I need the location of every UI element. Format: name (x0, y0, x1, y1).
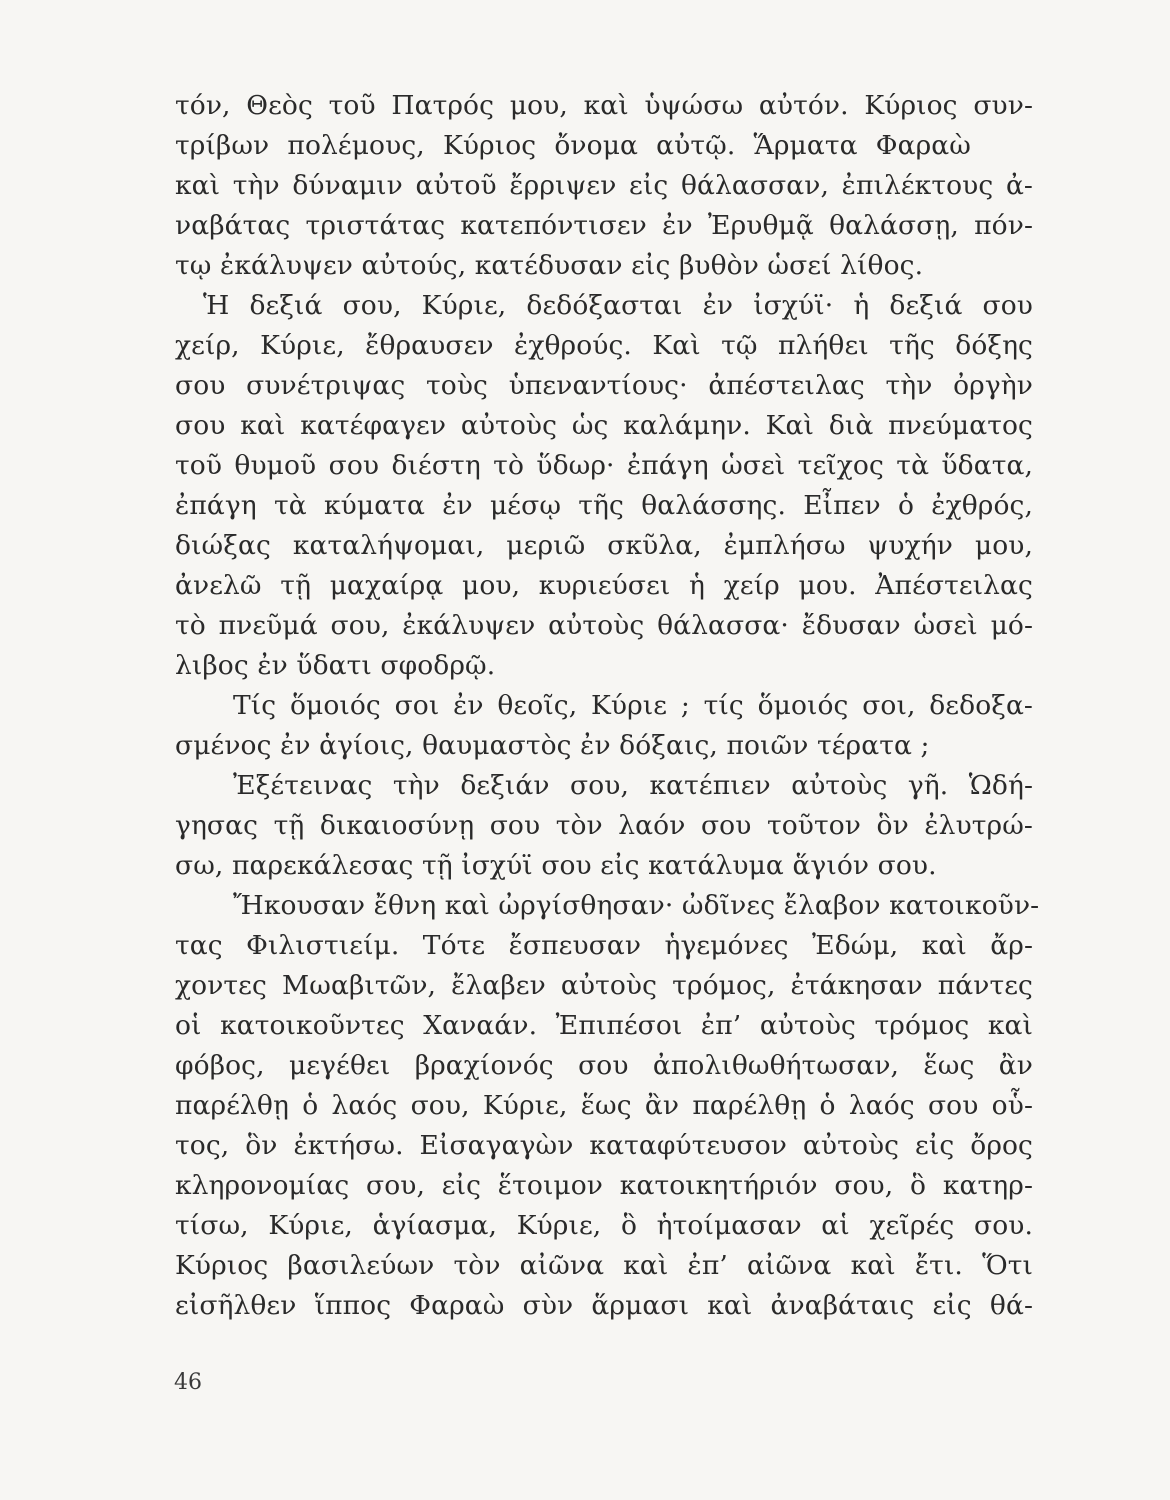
text-line: λιβος ἐν ὕδατι σφοδρῷ. (175, 650, 496, 681)
text-line: τοῦ θυμοῦ σου διέστη τὸ ὕδωρ· ἐπάγη ὡσεὶ τεῖχος τὰ ὕδατα, (175, 450, 1033, 481)
text-line: οἱ κατοικοῦντες Χαναάν. Ἐπιπέσοι ἐπ’ αὐτοὺς τρόμος καὶ (175, 1010, 1033, 1041)
text-line: σου καὶ κατέφαγεν αὐτοὺς ὡς καλάμην. Καὶ διὰ πνεύματος (175, 410, 1033, 441)
page-number: 46 (174, 1370, 202, 1395)
text-line: χοντες Μωαβιτῶν, ἔλαβεν αὐτοὺς τρόμος, ἐτάκησαν πάντες (175, 970, 1033, 1001)
text-line: τίσω, Κύριε, ἁγίασμα, Κύριε, ὃ ἡτοίμασαν αἱ χεῖρές σου. (175, 1210, 1033, 1241)
text-line: τὸ πνεῦμά σου, ἐκάλυψεν αὐτοὺς θάλασσα· ἔδυσαν ὡσεὶ μό- (175, 610, 1033, 641)
text-line: Ἤκουσαν ἔθνη καὶ ὠργίσθησαν· ὠδῖνες ἔλαβον κατοικοῦν- (233, 890, 1040, 921)
text-line: φόβος, μεγέθει βραχίονός σου ἀπολιθωθήτωσαν, ἕως ἂν (175, 1050, 1033, 1081)
text-line: Κύριος βασιλεύων τὸν αἰῶνα καὶ ἐπ’ αἰῶνα καὶ ἔτι. Ὅτι (175, 1250, 1033, 1281)
text-line: τος, ὃν ἐκτήσω. Εἰσαγαγὼν καταφύτευσον αὐτοὺς εἰς ὄρος (175, 1130, 1033, 1161)
text-line: ἐπάγη τὰ κύματα ἐν μέσῳ τῆς θαλάσσης. Εἶπεν ὁ ἐχθρός, (175, 490, 1033, 521)
text-line: σου συνέτριψας τοὺς ὑπεναντίους· ἀπέστειλας τὴν ὀργὴν (175, 370, 1033, 401)
text-line: ἀνελῶ τῇ μαχαίρᾳ μου, κυριεύσει ἡ χείρ μου. Ἀπέστειλας (175, 570, 1033, 601)
text-line: χείρ, Κύριε, ἔθραυσεν ἐχθρούς. Καὶ τῷ πλήθει τῆς δόξης (175, 330, 1033, 361)
text-line: σω, παρεκάλεσας τῇ ἰσχύϊ σου εἰς κατάλυμα ἅγιόν σου. (175, 850, 937, 881)
text-line: τῳ ἐκάλυψεν αὐτούς, κατέδυσαν εἰς βυθὸν ὡσεί λίθος. (175, 250, 924, 281)
text-line: τρίβων πολέμους, Κύριος ὄνομα αὐτῷ. Ἅρματα Φαραὼ (175, 130, 971, 161)
text-line: γησας τῇ δικαιοσύνῃ σου τὸν λαόν σου τοῦτον ὃν ἐλυτρώ- (175, 810, 1033, 841)
text-line: Τίς ὅμοιός σοι ἐν θεοῖς, Κύριε ; τίς ὅμοιός σοι, δεδοξα- (233, 690, 1033, 721)
text-line: τόν, Θεὸς τοῦ Πατρός μου, καὶ ὑψώσω αὐτόν. Κύριος συν- (175, 90, 1033, 121)
text-line: τας Φιλιστιείμ. Τότε ἔσπευσαν ἡγεμόνες Ἐδώμ, καὶ ἄρ- (175, 930, 1033, 961)
text-line: Ἡ δεξιά σου, Κύριε, δεδόξασται ἐν ἰσχύϊ· ἡ δεξιά σου (203, 290, 1033, 321)
text-line: παρέλθῃ ὁ λαός σου, Κύριε, ἕως ἂν παρέλθῃ ὁ λαός σου οὗ- (175, 1090, 1033, 1121)
text-line: εἰσῆλθεν ἵππος Φαραὼ σὺν ἅρμασι καὶ ἀναβάταις εἰς θά- (175, 1290, 1033, 1321)
text-line: ναβάτας τριστάτας κατεπόντισεν ἐν Ἐρυθμᾷ θαλάσσῃ, πόν- (175, 210, 1033, 241)
text-line: καὶ τὴν δύναμιν αὐτοῦ ἔρριψεν εἰς θάλασσαν, ἐπιλέκτους ἀ- (175, 170, 1033, 201)
text-line: Ἐξέτεινας τὴν δεξιάν σου, κατέπιεν αὐτοὺς γῆ. Ὡδή- (233, 770, 1033, 801)
text-line: σμένος ἐν ἁγίοις, θαυμαστὸς ἐν δόξαις, ποιῶν τέρατα ; (175, 730, 930, 761)
text-line: κληρονομίας σου, εἰς ἕτοιμον κατοικητήριόν σου, ὃ κατηρ- (175, 1170, 1033, 1201)
text-line: διώξας καταλήψομαι, μεριῶ σκῦλα, ἐμπλήσω ψυχήν μου, (175, 530, 1033, 561)
